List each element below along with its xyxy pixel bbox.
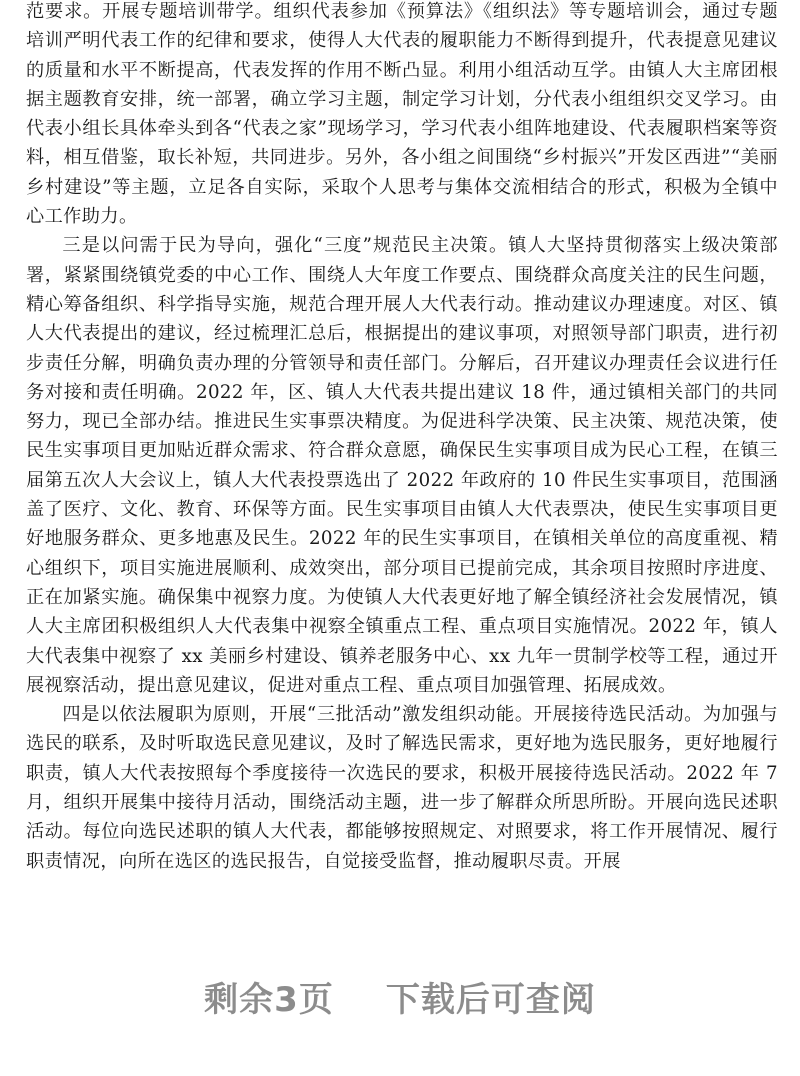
download-to-view-label: 下载后可查阅 xyxy=(385,980,596,1020)
paragraph-2: 三是以问需于民为导向，强化“三度”规范民主决策。镇人大坚持贯彻落实上级决策部署，紧紧围绕镇党委的中心工作、围绕人大年度工作要点、围绕群众高度关注的民生问题，精心筹备组织、科学指导实施，规范合理开展人大代表行动。推动建议办理速度。对区、镇人大代表提出的建议，经过梳理汇总后，根据提出的建议事项，对照领导部门职责，进行初步责任分解，明确负责办理的分管领导和责任部门。分解后，召开建议办理责任会议进行任务对接和责任明确。2022 年，区、镇人大代表共提出建议 18 件，通过镇相关部门的共同努力，现已全部办结。推进民生实事票决精度。为促进科学决策、民主决策、规范决策，使民生实事项目更加贴近群众需求、符合群众意愿，确保民生实事项目成为民心工程，在镇三届第五次人大会议上，镇人大代表投票选出了 2022 年政府的 10 件民生实事项目，范围涵盖了医疗、文化、教育、环保等方面。民生实事项目由镇人大代表票决，使民生实事项目更好地服务群众、更多地惠及民生。2022 年的民生实事项目，在镇相关单位的高度重视、精心组织下，项目实施进展顺利、成效突出，部分项目已提前完成，其余项目按照时序进度、正在加紧实施。确保集中视察力度。为使镇人大代表更好地了解全镇经济社会发展情况，镇人大主席团积极组织人大代表集中视察全镇重点工程、重点项目实施情况。2022 年，镇人大代表集中视察了 xx 美丽乡村建设、镇养老服务中心、xx 九年一贯制学校等工程，通过开展视察活动，提出意见建议，促进对重点工程、重点项目加强管理、拓展成效。 xyxy=(26,235,778,696)
paragraph-1: 范要求。开展专题培训带学。组织代表参加《预算法》《组织法》等专题培训会，通过专题培训严明代表工作的纪律和要求，使得人大代表的履职能力不断得到提升，代表提意见建议的质量和水平不断提高，代表发挥的作用不断凸显。利用小组活动互学。由镇人大主席团根据主题教育安排，统一部署，确立学习主题，制定学习计划，分代表小组组织交叉学习。由代表小组长具体牵头到各“代表之家”现场学习，学习代表小组阵地建设、代表履职档案等资料，相互借鉴，取长补短，共同进步。另外，各小组之间围绕“乡村振兴”开发区西进”“美丽乡村建设”等主题，立足各自实际，采取个人思考与集体交流相结合的形式，积极为全镇中心工作助力。 xyxy=(26,1,778,228)
paragraph-3: 四是以依法履职为原则，开展“三批活动”激发组织动能。开展接待选民活动。为加强与选民的联系，及时听取选民意见建议，及时了解选民需求，更好地为选民服务，更好地履行职责，镇人大代表按照每个季度接待一次选民的要求，积极开展接待选民活动。2022 年 7 月，组织开展集中接待月活动，围绕活动主题，进一步了解群众所思所盼。开展向选民述职活动。每位向选民述职的镇人大代表，都能够按照规定、对照要求，将工作开展情况、履行职责情况，向所在选区的选民报告，自觉接受监督，推动履职尽责。开展 xyxy=(26,704,778,872)
document-body xyxy=(26,0,778,876)
download-prompt[interactable] xyxy=(0,972,800,1021)
remaining-pages-label: 剩余3页 xyxy=(204,980,334,1020)
